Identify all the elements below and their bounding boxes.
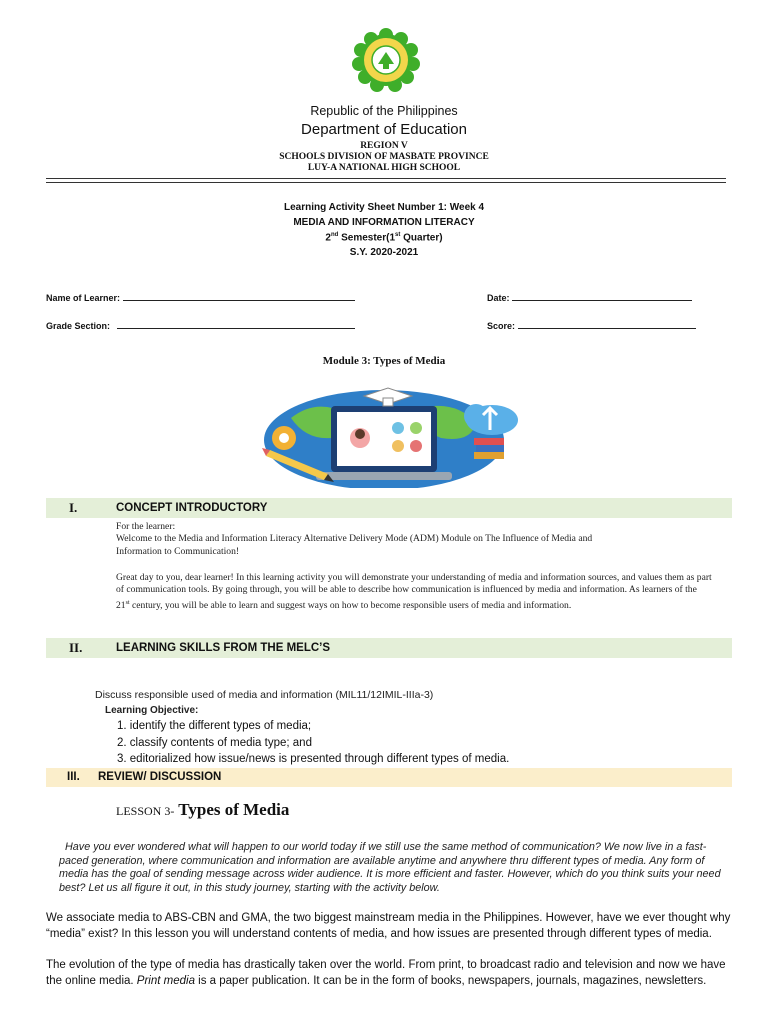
grade-section-blank[interactable] [117, 319, 355, 329]
section-2-number: II. [69, 640, 83, 655]
objective-item: 1. identify the different types of media; [117, 720, 312, 732]
module-title: Module 3: Types of Media [322, 355, 446, 367]
header-rule-bottom [46, 182, 726, 183]
region-line: REGION V [360, 141, 408, 151]
subject-title: MEDIA AND INFORMATION LITERACY [293, 217, 475, 228]
school-line: LUY-A NATIONAL HIGH SCHOOL [307, 163, 461, 173]
semester-line: 2nd Semester(1st Quarter) [325, 232, 443, 244]
grade-section-field[interactable] [46, 319, 355, 331]
media-illustration [236, 378, 532, 488]
department-line: Department of Education [301, 121, 467, 138]
intro-line-1: For the learner: [116, 521, 176, 532]
lesson-intro-italic: Have you ever wondered what will happen to our world today if we still use the same method of communication? We now live in a fast-paced generation, where communication and information are available anytime and anywhere thru different types of media. Any form of media has the goal of sending message across wider audience. It is more efficient and faster. However, which do you think suits your need best? Let us all figure it out, in this study journey, starting with the activity below. [59, 841, 721, 894]
section-3-number: III. [67, 771, 80, 783]
school-seal-logo [350, 28, 422, 92]
header-rule-top [46, 178, 726, 179]
melc-skill: Discuss responsible used of media and information (MIL11/12IMIL-IIIa-3) [95, 689, 434, 701]
section-3-title: REVIEW/ DISCUSSION [98, 771, 222, 783]
name-blank[interactable] [123, 291, 355, 301]
lesson-paragraph-1: We associate media to ABS-CBN and GMA, the two biggest mainstream media in the Philippines. However, have we ever thought why “media” exist? In this lesson you will understand contents of media, and how issues are presented through different types of media. [46, 912, 731, 940]
section-1-intro [116, 521, 734, 558]
intro-line-3: Information to Communication! [116, 545, 240, 557]
score-blank[interactable] [518, 319, 696, 329]
name-label: Name of Learner: [46, 293, 121, 303]
grade-section-label: Grade Section: [46, 321, 111, 331]
objective-label: Learning Objective: [105, 705, 199, 716]
sheet-title: Learning Activity Sheet Number 1: Week 4 [283, 202, 485, 213]
lesson-title: Types of Media [174, 800, 290, 819]
score-field[interactable] [487, 319, 696, 331]
section-1-title: CONCEPT INTRODUCTORY [116, 502, 268, 514]
date-blank[interactable] [512, 291, 692, 301]
score-label: Score: [487, 321, 516, 331]
date-label: Date: [487, 293, 510, 303]
section-1-paragraph: Great day to you, dear learner! In this learning activity you will demonstrate your understanding of media and information sources, and values them as part of communication tools. By going through, you will be able to describe how communication is influenced by media and information. As learners of the 21st century, you will be able to learn and suggest ways on how to become responsible users of media and information. [116, 572, 712, 611]
section-1-number: I. [69, 500, 78, 515]
section-2-title: LEARNING SKILLS FROM THE MELC’S [116, 642, 331, 654]
date-field[interactable] [487, 291, 692, 303]
print-media-term: Print media [136, 974, 195, 987]
lesson-paragraph-2: The evolution of the type of media has drastically taken over the world. From print, to broadcast radio and television and now we have the online media. Print media is a paper publication. It can be in the form of books, newspapers, journals, magazines, newsletters. [46, 959, 726, 987]
lesson-prefix: LESSON 3- [116, 804, 175, 818]
objective-item: 2. classify contents of media type; and [117, 737, 312, 749]
division-line: SCHOOLS DIVISION OF MASBATE PROVINCE [279, 152, 489, 162]
intro-line-2: Welcome to the Media and Information Literacy Alternative Delivery Mode (ADM) Module on The Influence of Media and [116, 533, 593, 545]
republic-line: Republic of the Philippines [310, 104, 458, 118]
lesson-heading [116, 800, 289, 820]
name-field[interactable] [46, 291, 355, 303]
school-year: S.Y. 2020-2021 [349, 247, 419, 258]
objective-item: 3. editorialized how issue/news is presented through different types of media. [117, 753, 510, 765]
